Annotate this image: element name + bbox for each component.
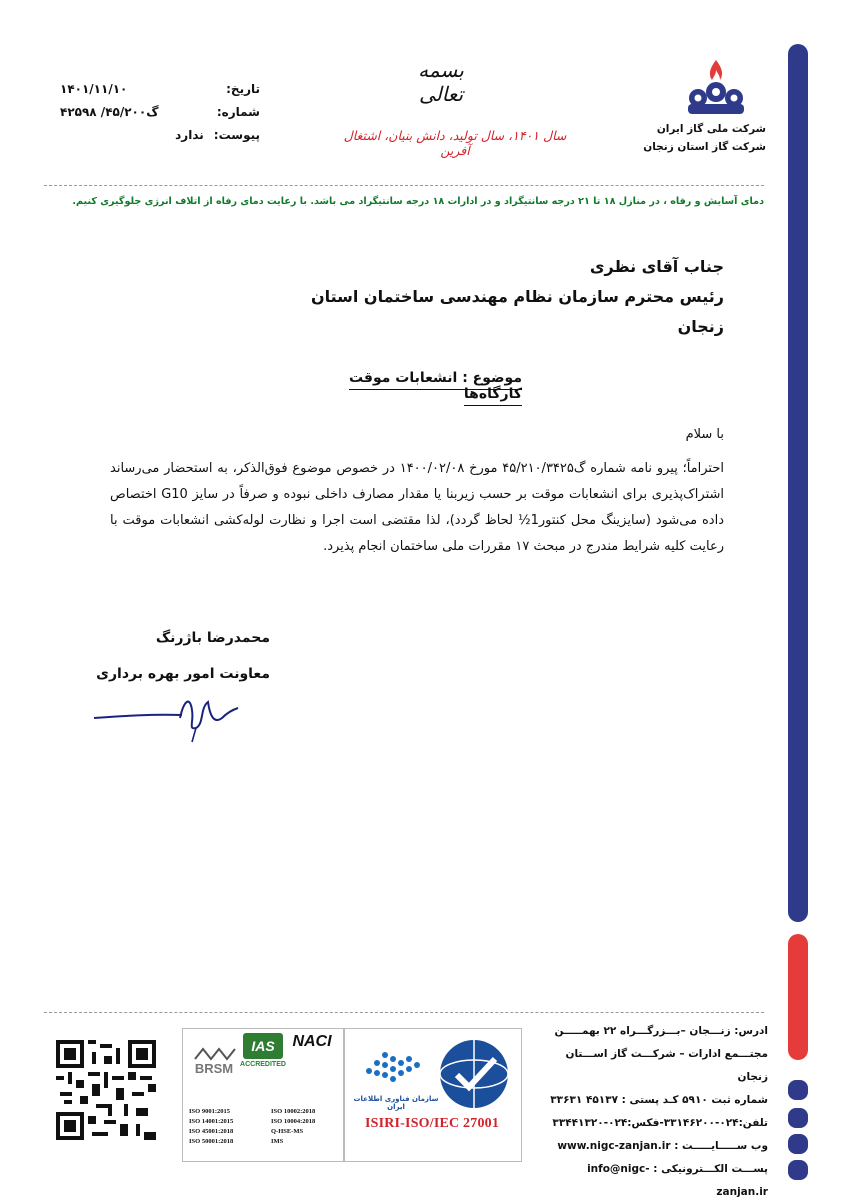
cert-list-left: [189, 1107, 265, 1147]
iso-org-name: سازمان فناوری اطلاعات ایران: [353, 1095, 439, 1111]
nigc-logo: [684, 58, 748, 118]
addressee: [300, 252, 724, 342]
cert-item: ISO 50001:2018: [189, 1138, 234, 1145]
number-row: [60, 101, 260, 124]
footer-divider: [44, 1012, 764, 1013]
side-pill: [788, 1160, 808, 1180]
address-line: ادرس: زنـــجان –بـــزرگـــراه ۲۲ بهمـــــن: [554, 1025, 768, 1037]
letter-body: احتراماً؛ پیرو نامه شماره گ۴۵/۲۱۰/۳۴۲۵ مورخ ۱۴۰۰/۰۲/۰۸ در خصوص موضوع فوق‌الذکر، به استحضار می‌رساند اشتراک‌پذیری برای انشعابات موقت بر حسب زیربنا یا مقدار مصارف داخلی نبوده و صرفاً در سایز G10 اختصاص داده می‌شود (سایزینگ محل کنتور1½ لحاظ گردد)، لذا مقتضی است اجرا و نظارت لوله‌کشی انشعابات موقت با رعایت کلیه شرایط مندرج در مبحث ۱۷ مقررات ملی ساختمان انجام پذیرد.: [110, 461, 725, 554]
attachment-value: ندارد: [175, 128, 204, 142]
contact-block: [540, 1020, 768, 1204]
date-label: تاریخ:: [226, 82, 260, 96]
attachment-row: [60, 124, 260, 147]
website-label: وب ســـــایـــــت :: [674, 1140, 768, 1152]
brsm-mark-icon: [193, 1047, 237, 1061]
company-line2: شرکت گاز استان زنجان: [643, 141, 766, 153]
number-label: شماره:: [216, 105, 260, 119]
greeting: با سلام: [685, 427, 724, 442]
signer-name: محمدرضا باژرنگ: [155, 630, 270, 646]
company-line1: شرکت ملی گاز ایران: [656, 123, 766, 135]
email-row: [540, 1158, 768, 1204]
phone-line: تلفن:۰۲۴-۳۳۱۴۶۲۰۰-فکس:۰۲۴-۳۳۴۴۱۳۲۰: [552, 1117, 768, 1129]
cert-item: ISO 9001:2015: [189, 1108, 230, 1115]
side-pill: [788, 1080, 808, 1100]
letter-subject: [300, 370, 522, 402]
cert-item: IMS: [271, 1138, 284, 1145]
email-label: پســـت الکـــترونیکی :: [653, 1163, 768, 1175]
energy-notice: دمای آسایش و رفاه ، در منازل ۱۸ تا ۲۱ درجه سانتیگراد و در ادارات ۱۸ درجه سانتیگراد می باشد. با رعایت دمای رفاه از اتلاف انرژی جلوگیری کنیم.: [72, 196, 764, 207]
bismillah-heading: بسمه تعالی: [418, 58, 464, 106]
side-pill: [788, 1134, 808, 1154]
date-value: ۱۴۰۱/۱۱/۱۰: [60, 82, 128, 96]
iso27001-label: ISIRI-ISO/IEC 27001: [364, 1116, 500, 1131]
website-link[interactable]: www.nigc-zanjan.ir: [557, 1140, 671, 1152]
addressee-name: جناب آقای نظری: [589, 257, 724, 276]
year-slogan: سال ۱۴۰۱، سال تولید، دانش بنیان، اشتغال آفرین: [343, 128, 567, 158]
side-bar-blue: [788, 44, 808, 922]
signer-block: [80, 620, 270, 692]
cert-list-right: [271, 1107, 341, 1147]
brsm-logo: BRSM: [194, 1061, 234, 1076]
dots-logo-icon: [359, 1041, 429, 1091]
email-link[interactable]: info@nigc-zanjan.ir: [587, 1163, 768, 1198]
number-value: گ۴۵/۲۰۰/ ۴۲۵۹۸: [60, 105, 159, 119]
accredited-label: ACCREDITED: [240, 1061, 286, 1068]
attachment-label: پیوست:: [213, 128, 260, 142]
iso27001-certificate: [344, 1028, 522, 1162]
header-divider: [44, 185, 764, 186]
iso-certifications: [182, 1028, 344, 1162]
date-row: [60, 78, 260, 101]
naci-logo: NACI: [292, 1033, 332, 1050]
ias-logo: IAS: [243, 1033, 283, 1059]
cert-item: ISO 10002:2018: [271, 1108, 316, 1115]
globe-check-icon: [435, 1035, 513, 1113]
side-bar-red: [788, 934, 808, 1060]
website-row: [540, 1135, 768, 1158]
address-line: شماره ثبت ۵۹۱۰ کـد پستی : ۴۵۱۳۷ ۳۳۶۳۱: [550, 1094, 768, 1106]
address-line: مجتـــمع ادارات – شرکـــت گاز اســـتان زنجان: [565, 1048, 768, 1083]
signer-title: معاونت امور بهره برداری: [96, 666, 270, 682]
cert-item: Q-HSE-MS: [271, 1128, 304, 1135]
qr-code-icon[interactable]: [56, 1040, 156, 1140]
handwritten-signature: [92, 688, 242, 744]
side-pill: [788, 1108, 808, 1128]
subject-text: موضوع : انشعابات موقت کارگاه‌ها: [349, 370, 522, 406]
cert-item: ISO 45001:2018: [189, 1128, 234, 1135]
company-name: [640, 120, 766, 156]
cert-item: ISO 14001:2015: [189, 1118, 234, 1125]
addressee-title: رئیس محترم سازمان نظام مهندسی ساختمان استان زنجان: [310, 287, 724, 336]
cert-item: ISO 10004:2018: [271, 1118, 316, 1125]
letter-meta: [60, 78, 260, 147]
